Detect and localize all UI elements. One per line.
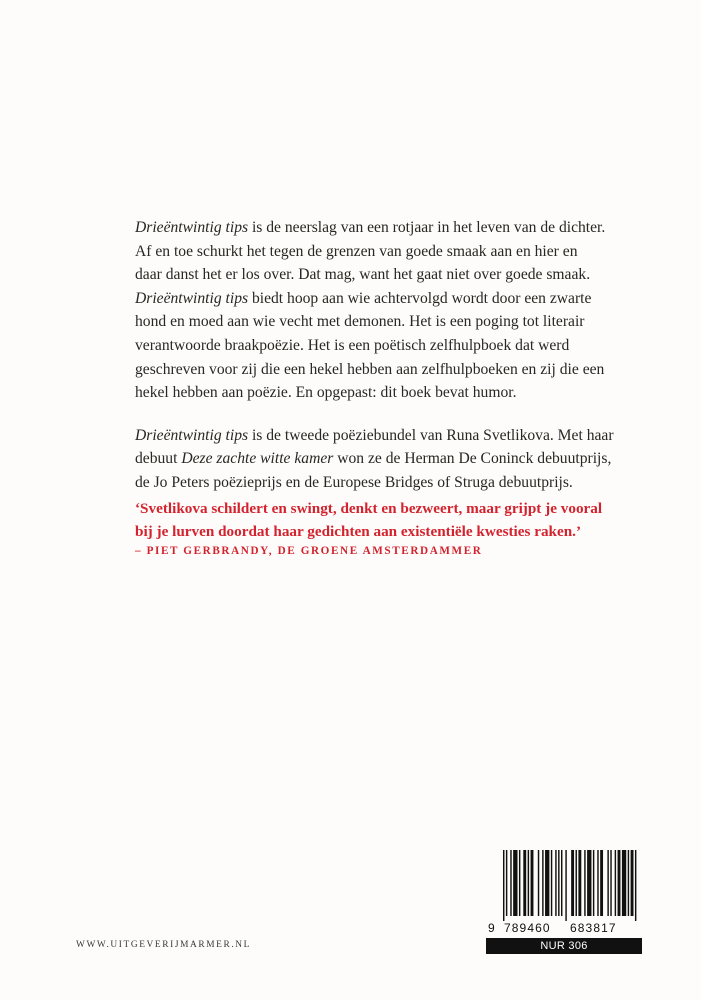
- book-title: Drieëntwintig tips: [135, 426, 249, 444]
- debut-title: Deze zachte witte kamer: [181, 450, 334, 468]
- barcode-bar: [576, 850, 577, 916]
- blurb-paragraph-2: [135, 424, 635, 495]
- barcode-bar: [618, 850, 621, 916]
- blurb-line: daar danst het er los over. Dat mag, want het gaat niet over goede smaak.: [135, 266, 591, 284]
- quote-line: ‘Svetlikova schildert en swingt, denkt en bezweert, maar grijpt je vooral: [135, 500, 603, 517]
- blurb-text: is de neerslag van een rotjaar in het leven van de dichter.: [248, 219, 606, 236]
- barcode-bar: [503, 850, 504, 922]
- barcode-bar: [610, 850, 611, 916]
- nur-code: NUR 306: [486, 938, 642, 954]
- blurb-line: Af en toe schurkt het tegen de grenzen van goede smaak aan en hier en: [135, 242, 578, 260]
- barcode-bar: [555, 850, 556, 916]
- barcode-bar: [631, 850, 634, 916]
- barcode-bar: [597, 850, 598, 916]
- barcode-bar: [628, 850, 629, 916]
- barcode-bar: [528, 850, 529, 916]
- barcode-bar: [578, 850, 581, 916]
- isbn-first-digit: 9: [488, 921, 496, 935]
- barcode-bar: [523, 850, 526, 916]
- barcode-bar: [510, 850, 511, 916]
- blurb-line: hond en moed aan wie vecht met demonen. Het is een poging tot literair: [135, 313, 585, 331]
- barcode-bar: [545, 850, 549, 916]
- barcode-bars: [483, 850, 643, 922]
- barcode-bar: [593, 850, 594, 916]
- barcode-bar: [551, 850, 552, 916]
- barcode-bar: [584, 850, 585, 916]
- barcode-bar: [600, 850, 603, 916]
- book-title: Drieëntwintig tips: [135, 219, 249, 236]
- barcode-bar: [506, 850, 507, 916]
- blurb-text: biedt hoop aan wie achtervolgd wordt door een zwarte: [248, 289, 592, 307]
- quote-line: bij je lurven doordat haar gedichten aan existentiële kwesties raken.’: [135, 522, 582, 540]
- blurb-line: [135, 287, 635, 311]
- barcode-bar: [615, 850, 616, 916]
- blurb-line: [135, 447, 635, 471]
- blurb-text: is de tweede poëziebundel van Runa Svetlikova. Met haar: [248, 426, 614, 444]
- book-title: Drieëntwintig tips: [135, 289, 249, 307]
- blurb-line: [135, 216, 635, 240]
- blurb-text: debuut: [135, 450, 182, 468]
- isbn-number: [486, 921, 642, 935]
- blurb-text: won ze de Herman De Coninck debuutprijs,: [333, 450, 612, 468]
- barcode-bar: [538, 850, 539, 916]
- barcode-bar: [607, 850, 608, 916]
- barcode-bar: [558, 850, 559, 916]
- barcode-bar: [587, 850, 591, 916]
- barcode-bar: [571, 850, 574, 916]
- publisher-website: WWW.UITGEVERIJMARMER.NL: [76, 940, 251, 950]
- back-cover-blurb: [135, 216, 635, 495]
- barcode-bar: [542, 850, 543, 916]
- barcode-bar: [561, 850, 562, 916]
- blurb-line: hekel hebben aan poëzie. En opgepast: dit boek bevat humor.: [135, 384, 517, 402]
- blurb-line: verantwoorde braakpoëzie. Het is een poëtisch zelfhulpboek dat werd: [135, 336, 570, 354]
- barcode-bar: [635, 850, 636, 922]
- isbn-group-1: 789460: [504, 921, 551, 935]
- quote-attribution: – PIET GERBRANDY, DE GROENE AMSTERDAMMER: [135, 545, 483, 557]
- blurb-line: de Jo Peters poëzieprijs en de Europese Bridges of Struga debuutprijs.: [135, 473, 573, 491]
- barcode-bar: [513, 850, 517, 916]
- blurb-paragraph-1: [135, 216, 635, 405]
- review-quote: [135, 498, 655, 559]
- barcode-bar: [565, 850, 566, 922]
- barcode-bar: [622, 850, 626, 916]
- blurb-line: geschreven voor zij die een hekel hebben aan zelfhulpboeken en zij die een: [135, 360, 605, 378]
- blurb-line: [135, 424, 635, 448]
- barcode-bar: [519, 850, 520, 916]
- barcode-bar: [531, 850, 534, 916]
- isbn-group-2: 683817: [570, 921, 617, 935]
